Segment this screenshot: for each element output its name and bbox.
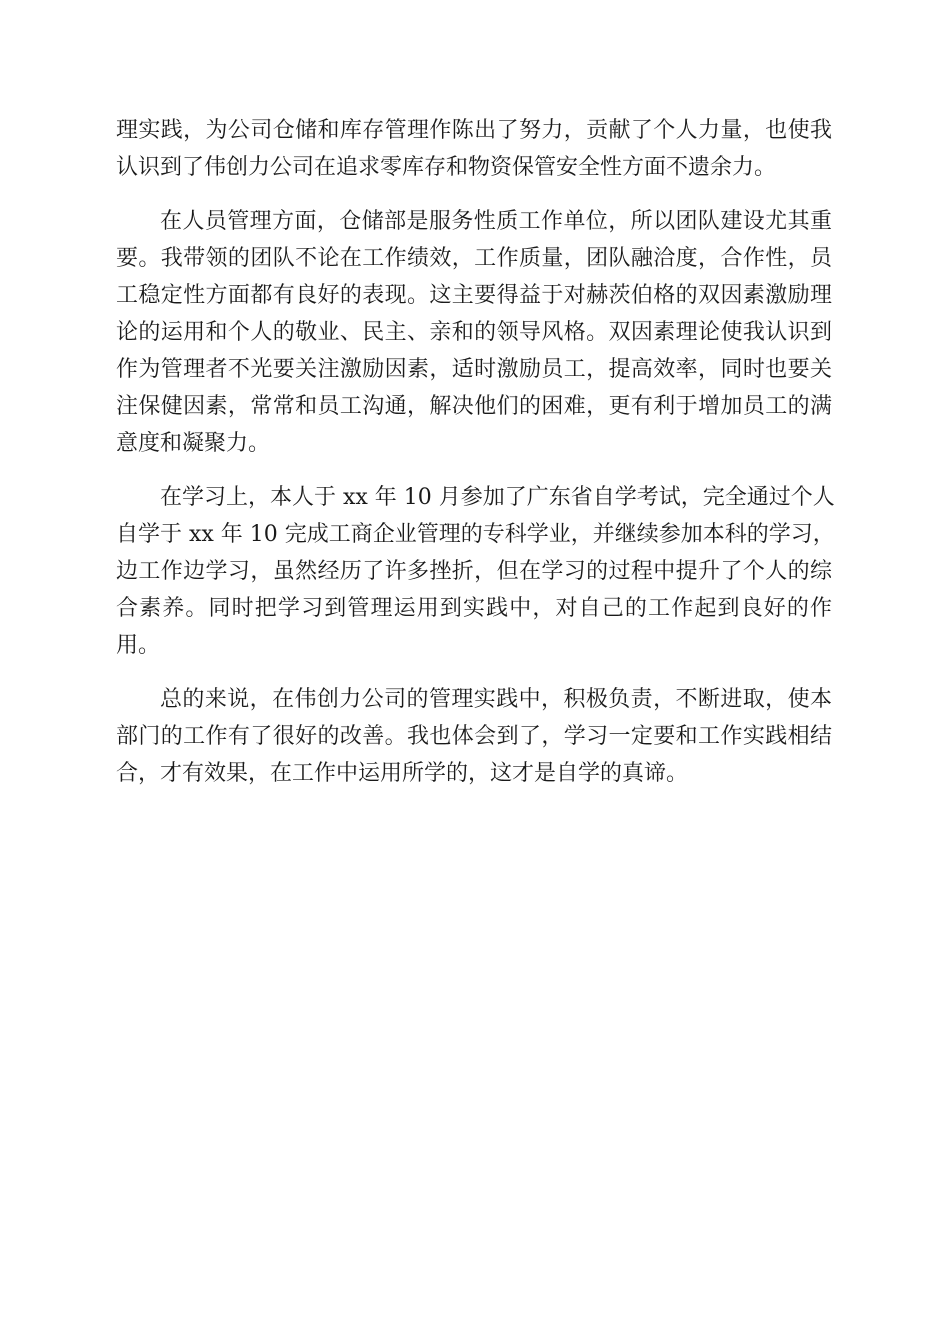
- text-line: 在人员管理方面，仓储部是服务性质工作单位，所以团队建设尤其重: [160, 209, 832, 234]
- text-line: 论的运用和个人的敬业、民主、亲和的领导风格。双因素理论使我认识到: [116, 320, 832, 345]
- text-line: 理实践，为公司仓储和库存管理作陈出了努力，贡献了个人力量，也使我: [116, 118, 832, 143]
- paragraph-3: [116, 479, 835, 664]
- text-line: 用。: [116, 633, 161, 658]
- text-line: 部门的工作有了很好的改善。我也体会到了，学习一定要和工作实践相结: [116, 724, 832, 749]
- document-body: [116, 112, 835, 809]
- text-line: 工稳定性方面都有良好的表现。这主要得益于对赫茨伯格的双因素激励理: [116, 283, 832, 308]
- text-line: 在学习上，本人于 xx 年 10 月参加了广东省自学考试，完全通过个人: [160, 485, 835, 510]
- text-line: 合，才有效果，在工作中运用所学的，这才是自学的真谛。: [116, 761, 689, 786]
- text-line: 要。我带领的团队不论在工作绩效，工作质量，团队融洽度，合作性，员: [116, 246, 832, 271]
- text-line: 作为管理者不光要关注激励因素，适时激励员工，提高效率，同时也要关: [116, 357, 832, 382]
- text-line: 合素养。同时把学习到管理运用到实践中，对自己的工作起到良好的作: [116, 596, 832, 621]
- text-line: 边工作边学习，虽然经历了许多挫折，但在学习的过程中提升了个人的综: [116, 559, 832, 584]
- paragraph-4: [116, 681, 832, 792]
- text-line: 认识到了伟创力公司在追求零库存和物资保管安全性方面不遗余力。: [116, 155, 777, 180]
- paragraph-1: [116, 112, 832, 186]
- text-line: 总的来说，在伟创力公司的管理实践中，积极负责，不断进取，使本: [160, 687, 832, 712]
- text-line: 注保健因素，常常和员工沟通，解决他们的困难，更有利于增加员工的满: [116, 394, 832, 419]
- paragraph-2: [116, 203, 832, 462]
- text-line: 意度和凝聚力。: [116, 431, 271, 456]
- text-line: 自学于 xx 年 10 完成工商企业管理的专科学业，并继续参加本科的学习，: [116, 522, 835, 547]
